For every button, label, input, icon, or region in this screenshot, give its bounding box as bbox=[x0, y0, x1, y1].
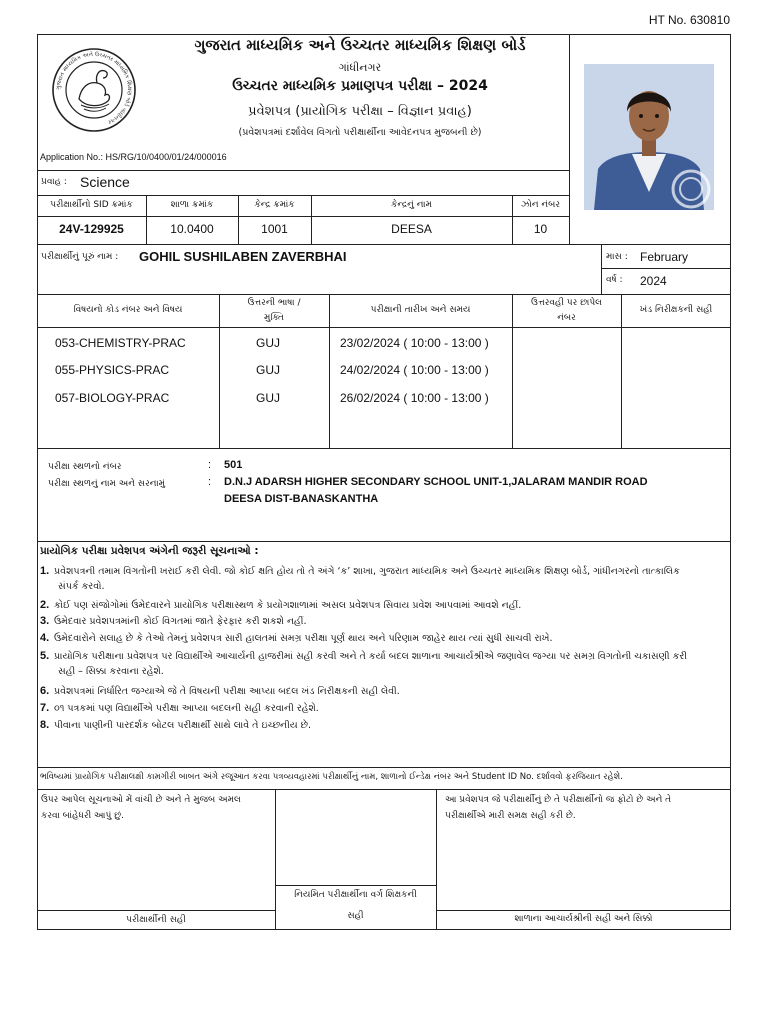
divider-line bbox=[37, 170, 569, 171]
instruction-text: ૦૧ પત્રકમાં પણ વિદ્યાર્થીએ પરીક્ષા આપ્યા બદલની સહી કરવાની રહેશે. bbox=[54, 703, 319, 714]
divider-line bbox=[37, 327, 731, 328]
zone-header: ઝોન નંબર bbox=[521, 200, 560, 210]
zone-value: 10 bbox=[533, 222, 548, 236]
divider-line bbox=[37, 541, 731, 542]
divider-line bbox=[37, 195, 569, 196]
instruction-text: પ્રવેશપત્રની તમામ વિગતોની ખરાઈ કરી લેવી. જો કોઈ ક્ષતિ હોય તો તે અંગે ‘ક’ શાખા, ગુજરાત માધ્યમિક અને ઉચ્ચતર માધ્યમિક શિક્ષણ બોર્ડ, ગાંધીનગરનો તાત્કાલિક bbox=[54, 566, 680, 577]
exam-place-number-label: પરીક્ષા સ્થળનો નંબર bbox=[48, 462, 122, 472]
board-logo-icon bbox=[51, 47, 137, 133]
instruction-number: 5. bbox=[40, 650, 50, 662]
subject-language: GUJ bbox=[256, 391, 280, 405]
divider-line bbox=[37, 910, 275, 911]
instruction-item bbox=[40, 598, 521, 613]
centre-name-header: કેન્દ્રનું નામ bbox=[390, 200, 432, 210]
divider-line bbox=[37, 767, 731, 768]
month-value: February bbox=[640, 250, 689, 264]
candidate-name-label: પરીક્ષાર્થીનું પૂરું નામ : bbox=[41, 252, 119, 262]
student-declaration-line1: ઉપર આપેલ સૂચનાઓ મેં વાંચી છે અને તે મુજબ અમલ bbox=[41, 795, 241, 805]
month-label: માસ : bbox=[606, 252, 628, 262]
application-number: Application No.: HS/RG/10/0400/01/24/000016 bbox=[40, 152, 227, 162]
subject-datetime: 24/02/2024 ( 10:00 - 13:00 ) bbox=[340, 363, 489, 377]
class-teacher-sign-label: નિયમિત પરીક્ષાર્થીના વર્ગ શિક્ષકની bbox=[294, 890, 417, 900]
exam-place-number: 501 bbox=[224, 459, 243, 471]
centre-no-value: 1001 bbox=[261, 222, 288, 236]
board-title: ગુજરાત માધ્યમિક અને ઉચ્ચતર માધ્યમિક શિક્ષણ બોર્ડ bbox=[194, 36, 526, 54]
subject-code: 055-PHYSICS-PRAC bbox=[55, 363, 170, 377]
subject-language: GUJ bbox=[256, 363, 280, 377]
subject-datetime: 26/02/2024 ( 10:00 - 13:00 ) bbox=[340, 391, 489, 405]
instruction-number: 3. bbox=[40, 615, 50, 627]
exemption-header: મુક્તિ bbox=[263, 313, 285, 323]
board-city: ગાંધીનગર bbox=[338, 61, 382, 74]
instructions-title: પ્રાયોગિક પરીક્ષા પ્રવેશપત્ર અંગેની જરૂરી સૂચનાઓ : bbox=[40, 545, 259, 557]
sid-value: 24V-129925 bbox=[59, 222, 124, 236]
instruction-text: ઉમેદવાર પ્રવેશપત્રમાંની કોઈ વિગતમાં જાતે ફેરફાર કરી શકશે નહીં. bbox=[54, 616, 307, 627]
instruction-number: 4. bbox=[40, 632, 50, 644]
subject-code: 053-CHEMISTRY-PRAC bbox=[55, 336, 186, 350]
instruction-text: પ્રાયોગિક પરીક્ષાના પ્રવેશપત્ર પર વિદ્યાર્થીએ આચાર્યની હાજરીમાં સહી કરવી અને તે કર્યા બદલ શાળાના આચાર્યશ્રીએ જણાવેલ જગ્યા પર સમગ્ર વિગતોની ચકાસણી કરી bbox=[54, 651, 687, 662]
instruction-number: 8. bbox=[40, 719, 50, 731]
answer-book-header: ઉત્તરવહી પર છાપેલ bbox=[531, 298, 602, 308]
subject-datetime: 23/02/2024 ( 10:00 - 13:00 ) bbox=[340, 336, 489, 350]
instruction-text: પ્રવેશપત્રમાં નિર્ધારિત જગ્યાએ જે તે વિષયની પરીક્ષા આપ્યા બદલ ખંડ નિરીક્ષકની સહી લેવી. bbox=[54, 686, 400, 697]
subject-language: GUJ bbox=[256, 336, 280, 350]
instruction-item bbox=[40, 631, 553, 646]
supervisor-sign-header: ખંડ નિરીક્ષકની સહી bbox=[639, 305, 713, 315]
seal-text: ગુજરાત માધ્યમિક અને ઉચ્ચતર માધ્યમિક શિક્ષણ બોર્ડ ગાંધીનગર bbox=[55, 51, 133, 125]
instruction-item bbox=[40, 649, 687, 664]
instruction-text: ઉમેદવારોને સલાહ છે કે તેઓ તેમનું પ્રવેશપત્ર સારી હાલતમાં સમગ્ર પરીક્ષા પૂર્ણ થાય અને પરિણામ જાહેર થાય ત્યાં સુધી સાચવી રાખે. bbox=[54, 633, 553, 644]
exam-place-address-line2: DEESA DIST-BANASKANTHA bbox=[224, 493, 379, 505]
student-sign-label: પરીક્ષાર્થીની સહી bbox=[126, 915, 186, 925]
year-value: 2024 bbox=[640, 274, 667, 288]
stream-value: Science bbox=[80, 174, 130, 190]
exam-title: ઉચ્ચતર માધ્યમિક પ્રમાણપત્ર પરીક્ષા – 2024 bbox=[232, 78, 488, 94]
principal-declaration-line2: પરીક્ષાર્થીએ મારી સમક્ષ સહી કરી છે. bbox=[445, 811, 576, 821]
year-label: વર્ષ : bbox=[606, 275, 623, 285]
sid-header: પરીક્ષાર્થીનો SID ક્રમાંક bbox=[50, 200, 133, 210]
instruction-text: સંપર્ક કરવો. bbox=[58, 581, 105, 592]
instruction-item bbox=[58, 580, 105, 594]
divider-line bbox=[436, 910, 731, 911]
school-no-value: 10.0400 bbox=[170, 222, 214, 236]
subject-code: 057-BIOLOGY-PRAC bbox=[55, 391, 170, 405]
exam-place-address-label: પરીક્ષા સ્થળનું નામ અને સરનામું bbox=[48, 479, 166, 489]
divider-line bbox=[275, 789, 276, 930]
divider-line bbox=[569, 34, 570, 244]
correspondence-note: ભવિષ્યમાં પ્રાયોગિક પરીક્ષાલક્ષી કામગીરી બાબત અંગે રજૂઆત કરવા પત્રવ્યવહારમાં પરીક્ષાર્થીનું નામ, શાળાનો ઈન્ડેક્ષ નંબર અને Student ID No. દર્શાવવો ફરજિયાત રહેશે. bbox=[40, 772, 623, 782]
instruction-text: પીવાના પાણીની પારદર્શક બોટલ પરીક્ષાર્થી સાથે લાવે તે ઇચ્છનીય છે. bbox=[54, 720, 312, 731]
divider-line bbox=[329, 294, 330, 448]
candidate-name: GOHIL SUSHILABEN ZAVERBHAI bbox=[139, 249, 347, 264]
answer-book-number-header: નંબર bbox=[557, 313, 576, 323]
divider-line bbox=[37, 789, 731, 790]
instruction-number: 7. bbox=[40, 702, 50, 714]
divider-line bbox=[275, 885, 436, 886]
divider-line bbox=[601, 268, 731, 269]
school-no-header: શાળા ક્રમાંક bbox=[170, 200, 214, 210]
venue-colon: : bbox=[208, 476, 212, 488]
exam-place-address-line1: D.N.J ADARSH HIGHER SECONDARY SCHOOL UNIT-1,JALARAM MANDIR ROAD bbox=[224, 476, 648, 488]
centre-no-header: કેન્દ્ર ક્રમાંક bbox=[254, 200, 295, 210]
instruction-item bbox=[40, 718, 311, 733]
document-note: (પ્રવેશપત્રમાં દર્શાવેલ વિગતો પરીક્ષાર્થીના આવેદનપત્ર મુજબની છે) bbox=[238, 127, 482, 138]
instruction-text: કોઈ પણ સંજોગોમાં ઉમેદવારને પ્રાયોગિક પરીક્ષાસ્થળ કે પ્રયોગશાળામાં અસલ પ્રવેશપત્ર સિવાય પ્રવેશ આપવામાં આવશે નહીં. bbox=[54, 600, 522, 611]
instruction-text: સહી – સિક્કા કરવાના રહેશે. bbox=[58, 666, 164, 677]
student-declaration-line2: કરવા બાંહેધરી આપું છું. bbox=[41, 811, 124, 821]
divider-line bbox=[37, 244, 731, 245]
centre-name-value: DEESA bbox=[391, 222, 432, 236]
principal-sign-label: શાળાના આચાર્યશ્રીની સહી અને સિક્કો bbox=[514, 914, 653, 924]
divider-line bbox=[37, 294, 731, 295]
class-teacher-sign-label-line2: સહી bbox=[347, 911, 364, 921]
instruction-item bbox=[40, 684, 400, 699]
divider-line bbox=[37, 448, 731, 449]
venue-colon: : bbox=[208, 459, 212, 471]
language-header: ઉત્તરની ભાષા / bbox=[247, 298, 301, 308]
divider-line bbox=[601, 244, 602, 294]
candidate-photo-frame bbox=[584, 64, 714, 210]
divider-line bbox=[37, 216, 569, 217]
hall-ticket-number: HT No. 630810 bbox=[648, 13, 730, 27]
divider-line bbox=[436, 789, 437, 930]
divider-line bbox=[621, 294, 622, 448]
instruction-number: 6. bbox=[40, 685, 50, 697]
instruction-item bbox=[40, 564, 680, 579]
principal-declaration-line1: આ પ્રવેશપત્ર જે પરીક્ષાર્થીનું છે તે પરીક્ષાર્થીનો જ ફોટો છે અને તે bbox=[445, 795, 672, 805]
stream-label: પ્રવાહ : bbox=[41, 177, 67, 187]
board-seal-watermark-icon bbox=[668, 168, 714, 210]
instruction-number: 2. bbox=[40, 599, 50, 611]
instruction-number: 1. bbox=[40, 565, 50, 577]
subject-header: વિષયનો કોડ નંબર અને વિષય bbox=[73, 305, 183, 315]
date-time-header: પરીક્ષાની તારીખ અને સમય bbox=[370, 305, 471, 315]
instruction-item bbox=[40, 614, 307, 629]
document-title: પ્રવેશપત્ર (પ્રાયોગિક પરીક્ષા – વિજ્ઞાન પ્રવાહ) bbox=[248, 104, 472, 119]
instruction-item bbox=[58, 665, 164, 679]
instruction-item bbox=[40, 701, 319, 716]
